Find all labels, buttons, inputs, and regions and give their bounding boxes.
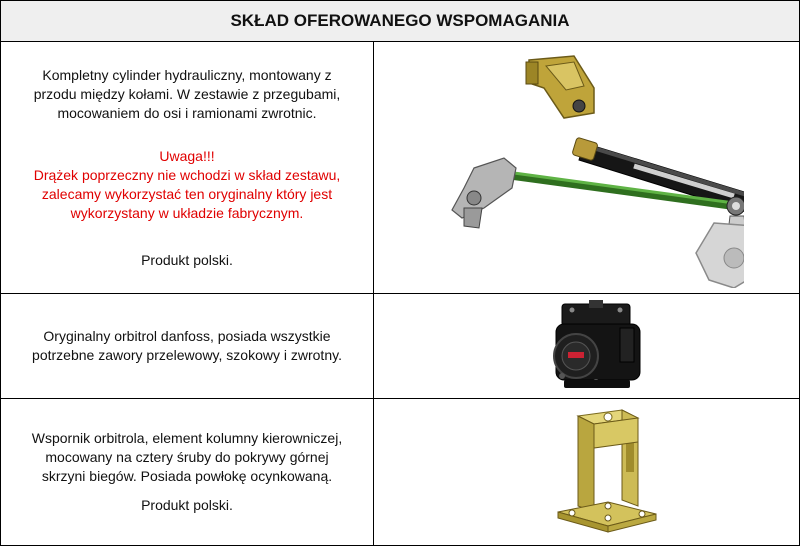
orbitrol-image-cell bbox=[374, 294, 799, 398]
bracket-description-cell bbox=[1, 399, 374, 545]
table-header bbox=[1, 1, 799, 42]
bracket-image-cell bbox=[374, 399, 799, 545]
description-line: mocowaniem do osi i ramionami zwrotnic. bbox=[57, 104, 317, 121]
origin-note: Produkt polski. bbox=[141, 251, 233, 268]
table-row-orbitrol bbox=[1, 294, 799, 399]
description-line: potrzebne zawory przelewowy, szokowy i zwrotny. bbox=[32, 347, 342, 363]
orbitrol-photo bbox=[534, 298, 654, 394]
orbitrol-description-cell bbox=[1, 294, 374, 398]
origin-note: Produkt polski. bbox=[141, 497, 233, 513]
description-line: mocowany na cztery śruby do pokrywy górnej bbox=[45, 449, 329, 465]
warning-line: Drążek poprzeczny nie wchodzi w skład zestawu, bbox=[33, 166, 341, 183]
description-line: przodu między kołami. W zestawie z przegubami, bbox=[33, 85, 341, 102]
description-line: Kompletny cylinder hydrauliczny, montowany z bbox=[42, 66, 332, 83]
hydraulic-cylinder-kit-photo bbox=[434, 48, 744, 288]
cylinder-description-cell bbox=[1, 42, 374, 293]
warning-line: wykorzystany w układzie fabrycznym. bbox=[70, 204, 304, 221]
table-title: SKŁAD OFEROWANEGO WSPOMAGANIA bbox=[230, 11, 570, 30]
description-line: skrzyni biegów. Posiada powłokę ocynkowaną. bbox=[41, 468, 333, 484]
warning-line: zalecamy wykorzystać ten oryginalny który jest bbox=[41, 185, 333, 202]
table-row-cylinder bbox=[1, 42, 799, 294]
cylinder-image-cell bbox=[374, 42, 799, 293]
warning-heading: Uwaga!!! bbox=[159, 147, 215, 164]
orbitrol-bracket-photo bbox=[552, 402, 662, 542]
table-row-bracket bbox=[1, 399, 799, 545]
description-line: Oryginalny orbitrol danfoss, posiada wszystkie bbox=[43, 328, 331, 344]
description-line: Wspornik orbitrola, element kolumny kierowniczej, bbox=[31, 430, 343, 446]
